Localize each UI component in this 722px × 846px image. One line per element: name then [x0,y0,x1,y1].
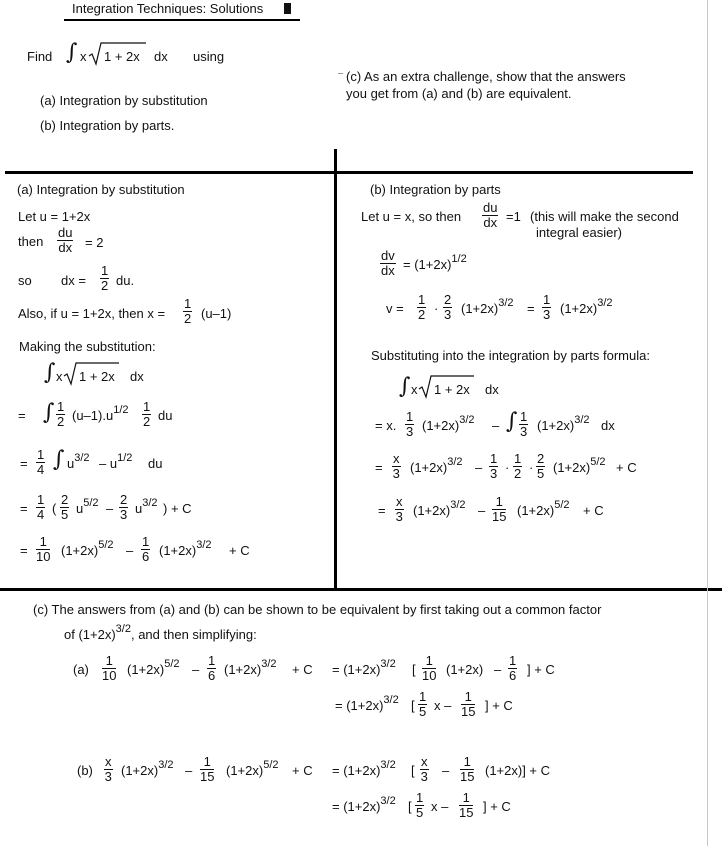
part-b-l2-term2: $(1+2x)^{3/2}$ [537,414,590,433]
fraction-x-third: x 3 [392,451,400,481]
part-c-a-label: (a) [73,662,89,677]
part-a-l4-close: ) + C [163,501,192,516]
fraction-two-thirds: 2 3 [444,292,452,322]
part-a-eq2: = 2 [85,235,104,250]
equals-sign: = [20,543,28,558]
fraction-one-tenth: 1 10 [102,653,117,683]
close-bracket-plus-c: ] + C [485,698,513,713]
title-cursor [284,3,291,14]
part-c-intro-line1: (c) The answers from (a) and (b) can be shown to be equivalent by first taking out a common factor [33,602,602,617]
fraction-one-fifteenth: 1 15 [460,754,475,784]
equals-sign: = [527,301,535,316]
minus-sign: – [494,662,502,677]
fraction-one-half: 1 2 [143,399,151,429]
dot-operator: · [529,460,534,475]
fraction-one-fifteenth: 1 15 [461,689,476,719]
part-b-l2-dx: dx [601,418,615,433]
part-b-let: Let u = x, so then [361,209,462,224]
plus-c: + C [292,662,313,677]
horizontal-divider-bottom [0,588,722,591]
fraction-du-dx: du dx [58,225,73,255]
open-bracket: [ [411,763,415,778]
part-c-b-label: (b) [77,763,93,778]
part-b-l4-term1: $(1+2x)^{3/2}$ [413,499,466,518]
part-b-l3-term1: $(1+2x)^{3/2}$ [410,456,463,475]
fraction-one-half: 1 2 [514,451,522,481]
part-a-also: Also, if u = 1+2x, then x = [18,306,166,321]
part-a-radicand: 1 + 2x [79,369,115,384]
part-a-u-minus-1: (u–1) [201,306,232,321]
fraction-one-third: 1 3 [543,292,551,322]
vertical-divider [334,149,337,590]
integral-sign: ∫ [53,447,65,472]
part-c-a-term1: $(1+2x)^{5/2}$ [127,658,180,677]
question-using: using [193,49,225,64]
part-b-int-x: x [411,382,418,397]
part-c-a-term2: $(1+2x)^{3/2}$ [224,658,277,677]
integral-sign: ∫ [399,374,411,399]
part-a-let: Let u = 1+2x [18,209,91,224]
question-integrand: x [80,49,87,64]
dot-operator: · [434,301,439,316]
part-a-so: so [18,273,32,288]
fraction-one-sixth: 1 6 [142,534,150,564]
part-a-l2-mid: $(u-1).u^{1/2}$ [72,404,129,423]
part-a-l5-term1: $(1+2x)^{5/2}$ [61,539,114,558]
minus-sign: – [478,503,486,518]
part-a-heading: (a) Integration by substitution [17,182,185,197]
part-b-eq1: =1 [506,209,521,224]
fraction-one-quarter: 1 4 [37,447,45,477]
fraction-one-half: 1 2 [418,292,426,322]
part-c-a2-base: = $(1+2x)^{3/2}$ [335,694,399,713]
fraction-one-third: 1 3 [490,451,498,481]
part-c-b-rhs-base: = $(1+2x)^{3/2}$ [332,759,396,778]
minus-sign: – [185,763,193,778]
part-c-a-rhs-base: = $(1+2x)^{3/2}$ [332,658,396,677]
minus-sign: – [126,543,134,558]
part-b-l2-term1: $(1+2x)^{3/2}$ [422,414,475,433]
part-a-l3-minus-u: – $u^{1/2}$ [99,452,133,471]
fraction-one-third: 1 3 [406,409,414,439]
fraction-one-fifteenth: 1 15 [200,754,215,784]
right-edge-border [707,0,708,846]
fraction-one-sixth: 1 6 [509,653,517,683]
part-a-then: then [18,234,44,249]
question-dx: dx [154,49,168,64]
question-option-b: (b) Integration by parts. [40,118,175,133]
part-a-du-dot: du. [116,273,135,288]
part-b-dv-eq: = $(1+2x)^{1/2}$ [403,253,467,272]
open-bracket: [ [412,662,416,677]
part-b-v: v = [386,301,404,316]
fraction-du-dx: du dx [483,200,498,230]
equals-sign: = [375,460,383,475]
part-b-l4-term2: $(1+2x)^{5/2}$ [517,499,570,518]
integral-sign: ∫ [43,400,55,425]
question-option-c-line2: you get from (a) and (b) are equivalent. [346,86,572,101]
minus-sign: – [475,460,483,475]
part-a-l4-open: ( [52,501,57,516]
fraction-one-half: 1 2 [184,296,192,326]
fraction-two-thirds: 2 3 [120,492,128,522]
part-c-b-term1: $(1+2x)^{3/2}$ [121,759,174,778]
fraction-x-third: x 3 [420,754,428,784]
open-bracket: [ [408,799,412,814]
part-c-b-term2: $(1+2x)^{5/2}$ [226,759,279,778]
fraction-one-tenth: 1 10 [422,653,437,683]
fraction-one-fifteenth: 1 15 [492,494,507,524]
plus-c: + C [229,543,250,558]
plus-c: + C [292,763,313,778]
page-title: Integration Techniques: Solutions [72,1,264,16]
dot-operator: · [505,460,510,475]
close-bracket-plus-c: ] + C [483,799,511,814]
equals-sign: = [378,503,386,518]
minus-sign: – [106,501,114,516]
fraction-one-fifth: 1 5 [416,790,424,820]
part-a-l2-du: du [158,408,173,423]
fraction-x-third: x 3 [104,754,112,784]
part-b-note-line1: (this will make the second [530,209,679,224]
fraction-x-third: x 3 [395,494,403,524]
close-bracket-plus-c: (1+2x)] + C [485,763,551,778]
part-c-a2-x-minus: x – [434,698,452,713]
horizontal-divider-top [5,171,693,174]
fraction-two-fifths: 2 5 [537,451,545,481]
equals-sign: = [18,408,26,423]
part-c-a-rhs-inner: (1+2x) [446,662,484,677]
part-a-making: Making the substitution: [19,339,156,354]
part-b-heading: (b) Integration by parts [370,182,501,197]
part-a-int-x: x [56,369,63,384]
fraction-one-fifteenth: 1 15 [459,790,474,820]
fraction-one-fifth: 1 5 [419,689,427,719]
integral-sign: ∫ [44,360,56,385]
open-bracket: [ [411,698,415,713]
part-a-l3-u: $u^{3/2}$ [67,452,90,471]
integral-sign: ∫ [66,40,78,65]
part-b-int-dx: dx [485,382,499,397]
part-b-l2-start: = x. [375,418,397,433]
part-c-b2-x-minus: x – [431,799,449,814]
part-b-l3-term2: $(1+2x)^{5/2}$ [553,456,606,475]
part-b-radicand: 1 + 2x [434,382,470,397]
minus-sign: – [192,662,200,677]
equals-sign: = [20,456,28,471]
question-option-c-line1: (c) As an extra challenge, show that the answers [346,69,626,84]
question-option-a: (a) Integration by substitution [40,93,208,108]
part-b-note-line2: integral easier) [536,225,622,240]
part-a-int-dx: dx [130,369,144,384]
part-a-l3-du: du [148,456,163,471]
plus-c: + C [583,503,604,518]
part-b-v-term2: $(1+2x)^{3/2}$ [560,297,613,316]
part-a-l4-u52: $u^{5/2}$ [76,497,99,516]
part-a-l5-term2: $(1+2x)^{3/2}$ [159,539,212,558]
part-b-v-term1: $(1+2x)^{3/2}$ [461,297,514,316]
part-b-subst: Substituting into the integration by parts formula: [371,348,650,363]
fraction-one-third: 1 3 [520,409,528,439]
fraction-dv-dx: dv dx [381,248,395,278]
integral-sign: ∫ [506,409,518,434]
part-c-intro-line2: of $(1+2x)^{3/2}$, and then simplifying: [64,623,257,642]
title-underline [64,19,300,21]
plus-c: + C [616,460,637,475]
part-a-so-dx: dx = [61,273,86,288]
challenge-marker [338,73,343,74]
part-c-b2-base: = $(1+2x)^{3/2}$ [332,795,396,814]
question-radicand: 1 + 2x [104,49,140,64]
minus-sign: – [492,418,500,433]
equals-sign: = [20,501,28,516]
fraction-one-tenth: 1 10 [36,534,51,564]
fraction-one-quarter: 1 4 [37,492,45,522]
part-a-l4-u32: $u^{3/2}$ [135,497,158,516]
fraction-two-fifths: 2 5 [61,492,69,522]
fraction-one-sixth: 1 6 [208,653,216,683]
minus-sign: – [442,763,450,778]
fraction-one-half: 1 2 [101,263,109,293]
fraction-one-half: 1 2 [57,399,65,429]
question-find: Find [27,49,53,64]
close-bracket-plus-c: ] + C [527,662,555,677]
